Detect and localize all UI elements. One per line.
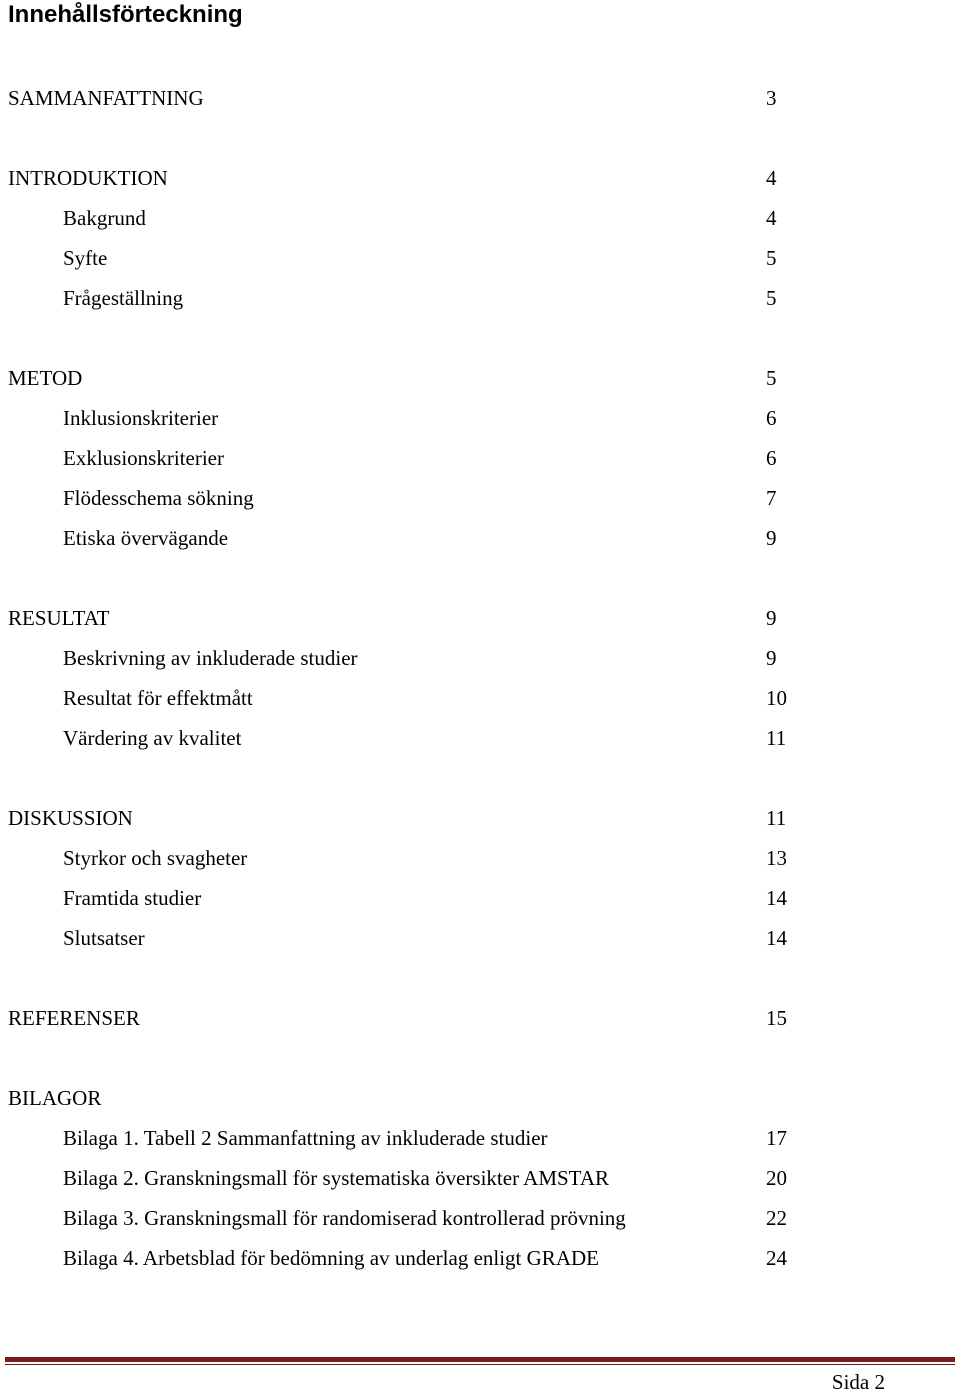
toc-entry-page: 10 (766, 686, 787, 710)
toc-entry-page: 20 (766, 1166, 787, 1190)
toc-entry-label: Bilaga 2. Granskningsmall för systematiska översikter AMSTAR (63, 1166, 609, 1190)
toc-entry-label: BILAGOR (8, 1086, 102, 1110)
toc-entry-label: Etiska övervägande (63, 526, 229, 550)
toc-entry-page: 11 (766, 806, 787, 830)
toc-entry-label: Styrkor och svagheter (63, 846, 248, 870)
toc-entry-page: 13 (766, 846, 787, 870)
toc-entry-page: 9 (766, 526, 777, 550)
toc-entry-page: 5 (766, 286, 777, 310)
toc-entry-label: METOD (8, 366, 83, 390)
toc-entry-diskussion[interactable] (0, 803, 960, 833)
toc-entry-framtida-studier[interactable] (0, 883, 960, 913)
toc-entry-page: 9 (766, 606, 777, 630)
toc-entry-resultat-for-effektmatt[interactable] (0, 683, 960, 713)
toc-entry-exklusionskriterier[interactable] (0, 443, 960, 473)
toc-entry-page: 4 (766, 166, 777, 190)
toc-entry-page: 6 (766, 446, 777, 470)
toc-entry-label: Bilaga 3. Granskningsmall för randomiserad kontrollerad prövning (63, 1206, 626, 1230)
toc-entry-label: Beskrivning av inkluderade studier (63, 646, 358, 670)
toc-entry-page: 5 (766, 366, 777, 390)
toc-entry-metod[interactable] (0, 363, 960, 393)
toc-entry-resultat[interactable] (0, 603, 960, 633)
toc-entry-label: Exklusionskriterier (63, 446, 224, 470)
toc-entry-vardering-av-kvalitet[interactable] (0, 723, 960, 753)
toc-entry-page: 14 (766, 886, 787, 910)
toc-entry-bilaga-1[interactable] (0, 1123, 960, 1153)
toc-entry-label: Bilaga 4. Arbetsblad för bedömning av underlag enligt GRADE (63, 1246, 599, 1270)
toc-entry-bakgrund[interactable] (0, 203, 960, 233)
toc-entry-flodesschema-sokning[interactable] (0, 483, 960, 513)
toc-entry-bilaga-2[interactable] (0, 1163, 960, 1193)
toc-entry-page: 9 (766, 646, 777, 670)
toc-entry-syfte[interactable] (0, 243, 960, 273)
toc-entry-label: Syfte (63, 246, 108, 270)
toc-entry-page: 3 (766, 86, 777, 110)
toc-entry-page: 11 (766, 726, 787, 750)
toc-entry-page: 5 (766, 246, 777, 270)
toc-entry-slutsatser[interactable] (0, 923, 960, 953)
toc-entry-fragestallning[interactable] (0, 283, 960, 313)
toc-entry-page: 15 (766, 1006, 787, 1030)
toc-entry-etiska-overvagande[interactable] (0, 523, 960, 553)
toc-entry-page: 24 (766, 1246, 787, 1270)
toc-entry-referenser[interactable] (0, 1003, 960, 1033)
toc-entry-label: Frågeställning (63, 286, 184, 310)
toc-entry-bilagor[interactable] (0, 1083, 960, 1113)
toc-entry-beskrivning-av-inkluderade-studier[interactable] (0, 643, 960, 673)
toc-entry-label: INTRODUKTION (8, 166, 168, 190)
toc-entry-page: 22 (766, 1206, 787, 1230)
toc-entry-label: Framtida studier (63, 886, 202, 910)
toc-entry-bilaga-4[interactable] (0, 1243, 960, 1273)
toc-entry-page: 17 (766, 1126, 787, 1150)
toc-entry-styrkor-och-svagheter[interactable] (0, 843, 960, 873)
page-number-footer: Sida 2 (831, 1370, 885, 1394)
toc-entry-label: RESULTAT (8, 606, 110, 630)
toc-entry-page: 14 (766, 926, 787, 950)
toc-entry-label: Slutsatser (63, 926, 145, 950)
toc-entry-label: DISKUSSION (8, 806, 133, 830)
toc-entry-page: 7 (766, 486, 777, 510)
footer-divider-thin (5, 1364, 955, 1365)
toc-entry-label: Värdering av kvalitet (63, 726, 242, 750)
page-title: Innehållsförteckning (8, 1, 243, 28)
toc-entry-sammanfattning[interactable] (0, 83, 960, 113)
footer-divider (5, 1357, 955, 1362)
toc-entry-inklusionskriterier[interactable] (0, 403, 960, 433)
toc-entry-label: SAMMANFATTNING (8, 86, 204, 110)
toc-entry-label: Resultat för effektmått (63, 686, 253, 710)
toc-entry-page: 4 (766, 206, 777, 230)
toc-entry-label: Inklusionskriterier (63, 406, 219, 430)
toc-entry-page: 6 (766, 406, 777, 430)
toc-entry-label: Bilaga 1. Tabell 2 Sammanfattning av inkluderade studier (63, 1126, 548, 1150)
toc-entry-label: Flödesschema sökning (63, 486, 254, 510)
toc-entry-introduktion[interactable] (0, 163, 960, 193)
toc-entry-label: Bakgrund (63, 206, 146, 230)
toc-entry-bilaga-3[interactable] (0, 1203, 960, 1233)
toc-entry-label: REFERENSER (8, 1006, 140, 1030)
